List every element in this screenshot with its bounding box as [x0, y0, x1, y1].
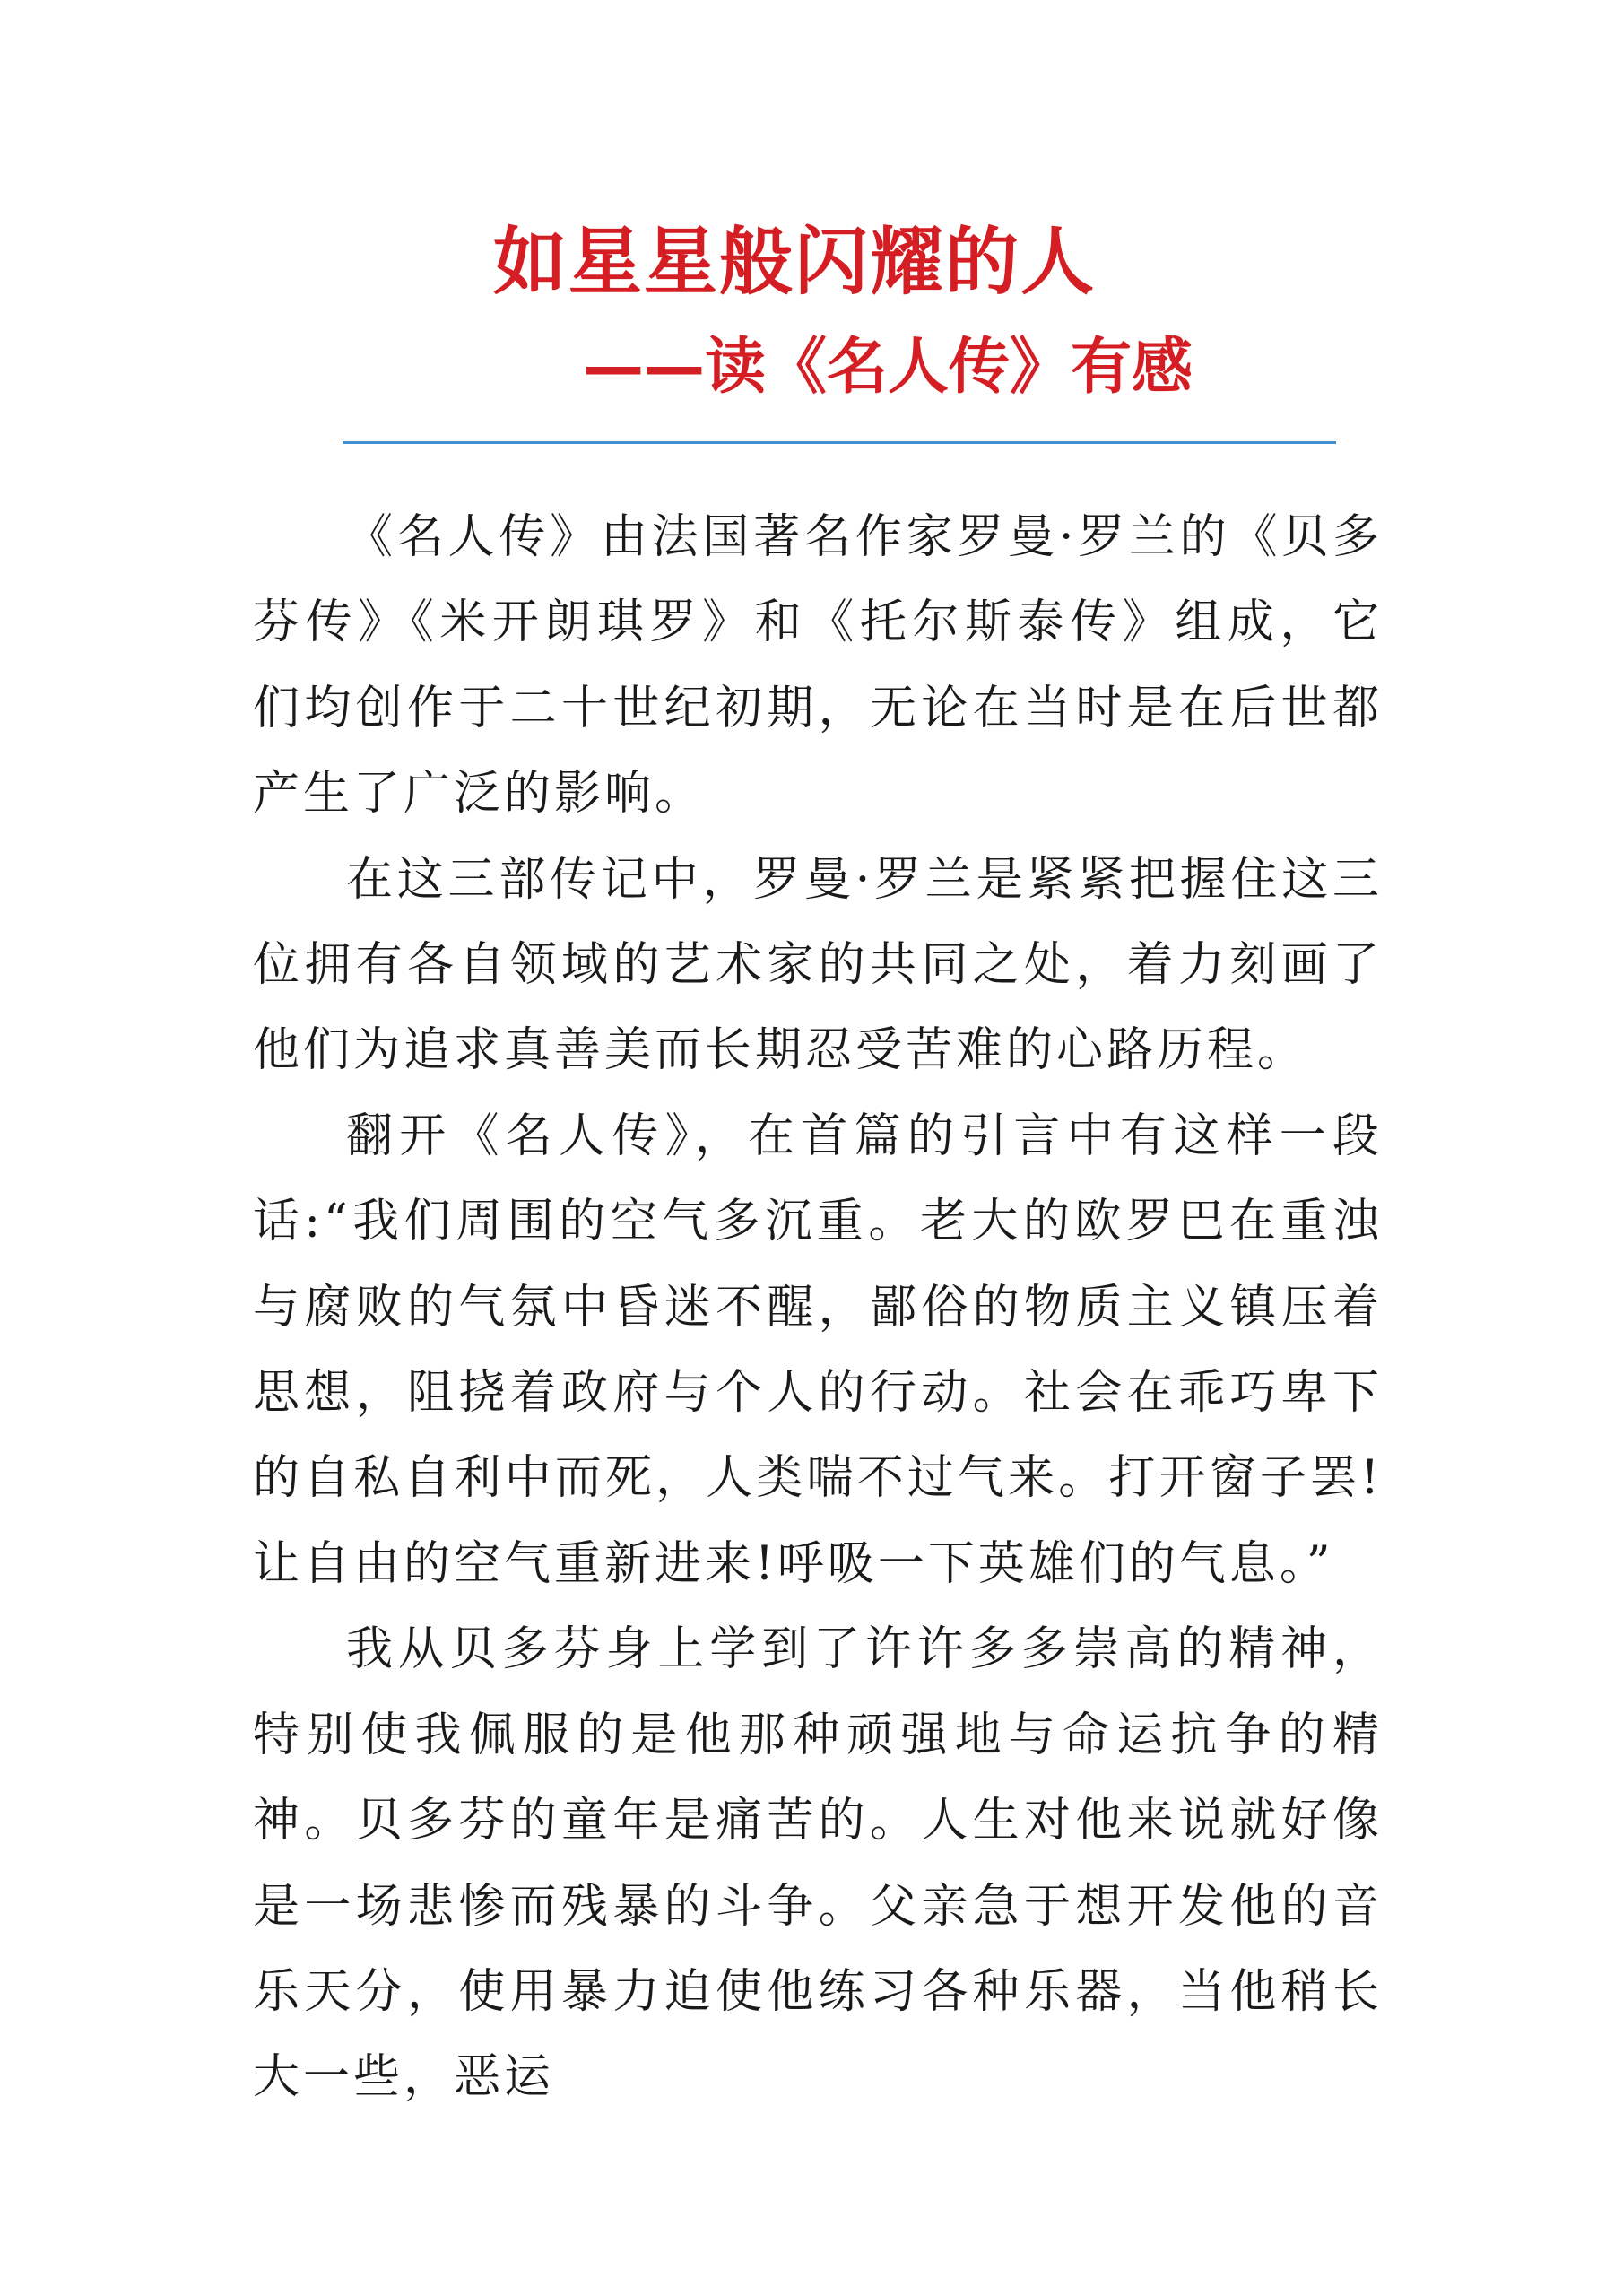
- title-divider: [343, 441, 1336, 444]
- paragraph-1: 《名人传》由法国著名作家罗曼·罗兰的《贝多芬传》《米开朗琪罗》和《托尔斯泰传》组成，它们均创作于二十世纪初期，无论在当时是在后世都产生了广泛的影响。: [253, 510, 1383, 822]
- paragraph-3: 翻开《名人传》，在首篇的引言中有这样一段话:“我们周围的空气多沉重。老大的欧罗巴在重浊与腐败的气氛中昏迷不醒，鄙俗的物质主义镇压着思想，阻挠着政府与个人的行动。社会在乖巧卑下的自私自利中而死，人类喘不过气来。打开窗子罢!让自由的空气重新进来!呼吸一下英雄们的气息。”: [253, 1109, 1383, 1591]
- essay-body: [253, 495, 1383, 2121]
- essay-title: 如星星般闪耀的人: [493, 220, 1097, 305]
- essay-subtitle: ——读《名人传》有感: [583, 332, 1193, 403]
- paragraph-4: 我从贝多芬身上学到了许许多多崇高的精神，特别使我佩服的是他那种顽强地与命运抗争的精神。贝多芬的童年是痛苦的。人生对他来说就好像是一场悲惨而残暴的斗争。父亲急于想开发他的音乐天分，使用暴力迫使他练习各种乐器，当他稍长大一些，恶运: [253, 1622, 1383, 2105]
- paragraph-2: 在这三部传记中，罗曼·罗兰是紧紧把握住这三位拥有各自领域的艺术家的共同之处，着力刻画了他们为追求真善美而长期忍受苦难的心路历程。: [253, 852, 1383, 1078]
